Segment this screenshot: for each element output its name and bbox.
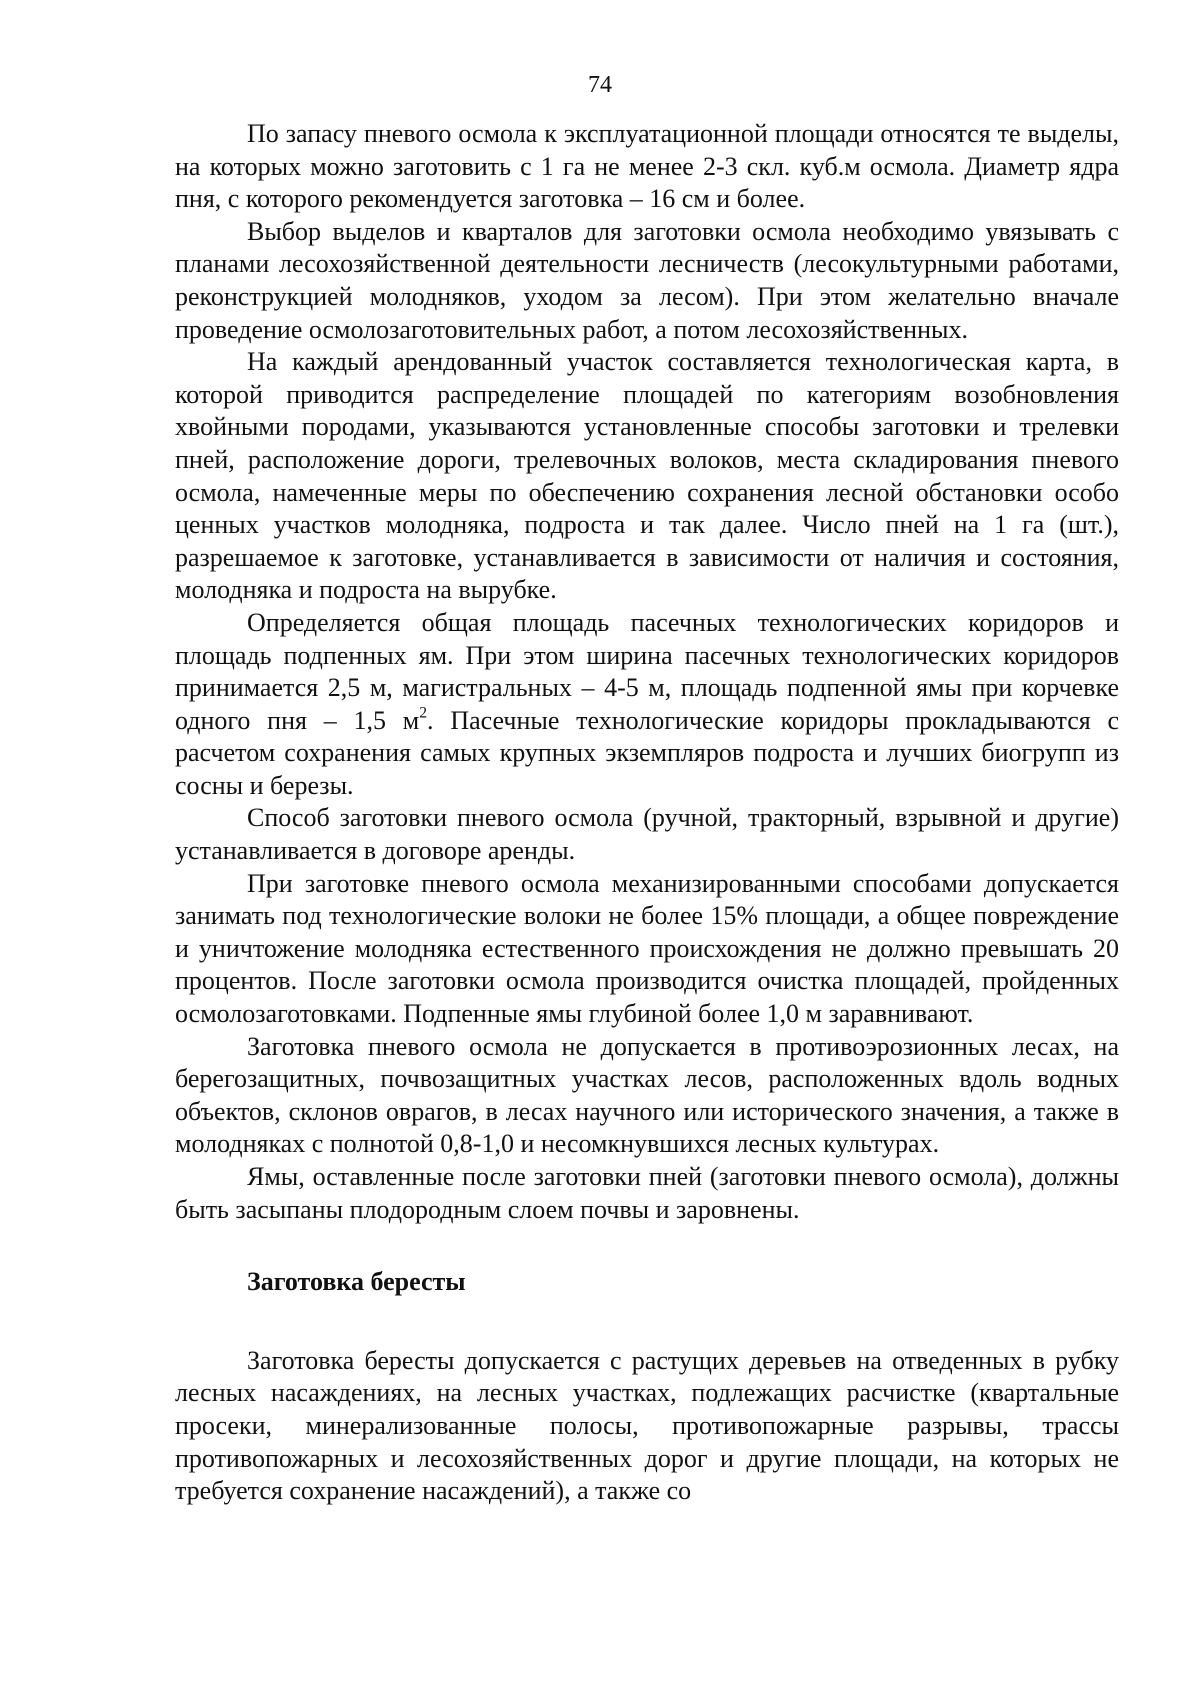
paragraph-technological-map: На каждый арендованный участок составляется технологическая карта, в которой приводится распределение площадей по категориям возобновления хвойными породами, указываются установленные способы заготовки и трелевки пней, расположение дороги, трелевочных волоков, места складирования пневого осмола, намеченные меры по обеспечению сохранения лесной обстановки особо ценных участков молодняка, подроста и так далее. Число пней на 1 га (шт.), разрешаемое к заготовке, устанавливается в зависимости от наличия и состояния, молодняка и подроста на вырубке. bbox=[175, 347, 1119, 605]
square-meter-superscript: 2 bbox=[419, 704, 428, 721]
paragraph-stump-resin-stock: По запасу пневого осмола к эксплуатационной площади относятся те выделы, на которых можно заготовить с 1 га не менее 2-3 скл. куб.м осмола. Диаметр ядра пня, с которого рекомендуется заготовка – 16 см и более. bbox=[175, 119, 1119, 214]
paragraph-birch-bark-harvest: Заготовка бересты допускается с растущих деревьев на отведенных в рубку лесных насаждениях, на лесных участках, подлежащих расчистке (квартальные просеки, минерализованные полосы, противопожарные разрывы, трассы противопожарных и лесохозяйственных дорог и другие площади, на которых не требуется сохранение насаждений), а также со bbox=[175, 1345, 1119, 1506]
paragraph-pit-backfill: Ямы, оставленные после заготовки пней (заготовки пневого осмола), должны быть засыпаны плодородным слоем почвы и заровнены. bbox=[175, 1162, 1119, 1224]
page-number: 74 bbox=[588, 72, 612, 98]
paragraph-prohibited-areas: Заготовка пневого осмола не допускается в противоэрозионных лесах, на берегозащитных, почвозащитных участках лесов, расположенных вдоль водных объектов, склонов оврагов, в лесах научного или исторического значения, а также в молодняках с полнотой 0,8-1,0 и несомкнувшихся лесных культурах. bbox=[175, 1031, 1119, 1159]
section-heading-birch-bark: Заготовка бересты bbox=[247, 1267, 466, 1297]
paragraph-corridors-text-continued: . Пасечные технологические коридоры прокладываются с расчетом сохранения самых крупных экземпляров подроста и лучших биогрупп из сосны и березы. bbox=[175, 705, 1120, 800]
paragraph-mechanized-harvest: При заготовке пневого осмола механизированными способами допускается занимать под технологические волоки не более 15% площади, а общее повреждение и уничтожение молодняка естественного происхождения не должно превышать 20 процентов. После заготовки осмола производится очистка площадей, пройденных осмолозаготовками. Подпенные ямы глубиной более 1,0 м заравнивают. bbox=[175, 868, 1119, 1029]
paragraph-harvest-method: Способ заготовки пневого осмола (ручной, тракторный, взрывной и другие) устанавливается в договоре аренды. bbox=[175, 803, 1119, 866]
paragraph-corridors-area bbox=[175, 607, 1119, 803]
paragraph-corridors-text: Определяется общая площадь пасечных технологических коридоров и площадь подпенных ям. При этом ширина пасечных технологических коридоров принимается 2,5 м, магистральных – 4-5 м, площадь подпенной ямы при корчевке одного пня – 1,5 м bbox=[175, 607, 1119, 735]
document-body bbox=[175, 118, 1119, 1508]
paragraph-plot-selection: Выбор выделов и кварталов для заготовки осмола необходимо увязывать с планами лесохозяйственной деятельности лесничеств (лесокультурными работами, реконструкцией молодняков, уходом за лесом). При этом желательно вначале проведение осмолозаготовительных работ, а потом лесохозяйственных. bbox=[175, 216, 1119, 344]
